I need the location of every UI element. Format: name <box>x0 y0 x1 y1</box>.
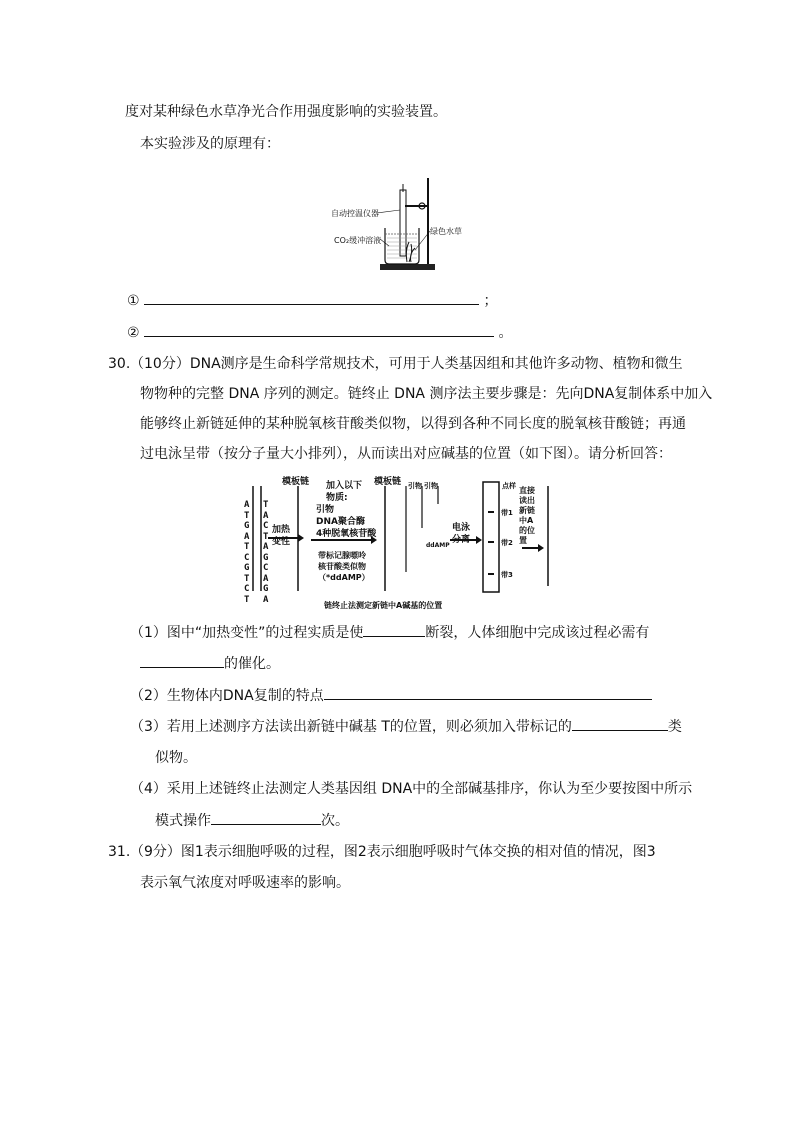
answer-blank-sub3[interactable] <box>572 716 668 731</box>
q30-sub4-line-2 <box>155 810 349 831</box>
figure-caption: 链终止法测定新链中A碱基的位置 <box>324 601 443 610</box>
template-label-2: 模板链 <box>374 477 402 487</box>
left-base: A <box>244 531 250 542</box>
answer-blank-sub2[interactable] <box>324 685 652 700</box>
sub1-text-b: 断裂，人体细胞中完成该过程必需有 <box>425 625 650 641</box>
left-base: T <box>244 594 250 605</box>
right-base: T <box>263 500 269 510</box>
sub1-text-a: （1）图中“加热变性”的过程实质是使 <box>130 625 364 641</box>
right-base: G <box>263 552 269 563</box>
left-base: G <box>244 563 250 573</box>
right-base: A <box>263 542 269 552</box>
heat-label: 加热变性 <box>272 525 291 547</box>
sub2-text: （2）生物体内DNA复制的特点 <box>130 688 324 704</box>
answer-blank-sub1-b[interactable] <box>140 653 224 668</box>
left-base: C <box>244 584 250 594</box>
add-title: 加入以下物质: <box>326 481 363 503</box>
left-base: A <box>244 500 250 510</box>
q30-sub1-line-1 <box>130 622 649 643</box>
sub3-text-a: （3）若用上述测序方法读出新链中碱基 T的位置，则必须加入带标记的 <box>130 719 572 735</box>
q30-sub2 <box>130 685 652 706</box>
sub4-text-b: 模式操作 <box>155 813 211 829</box>
band-1-label: 带1 <box>501 509 513 517</box>
right-base: T <box>263 531 269 542</box>
right-base: A <box>263 594 269 605</box>
left-base: C <box>244 552 250 563</box>
answer-blank-1[interactable] <box>144 290 479 305</box>
ddamp-label: ddAMP <box>426 542 450 549</box>
left-base: G <box>244 521 250 531</box>
label-plant: 绿色水草 <box>430 227 462 236</box>
q30-sub3-line-1 <box>130 716 682 737</box>
right-base: C <box>263 563 269 573</box>
sub4-text-c: 次。 <box>321 813 349 829</box>
right-base: A <box>263 510 269 521</box>
q31-number: 31. <box>108 844 131 860</box>
item-1-mark: ① <box>127 293 140 309</box>
right-base: A <box>263 573 269 584</box>
blank-item-2 <box>127 322 512 343</box>
item-1-end: ； <box>483 293 498 309</box>
left-base: T <box>244 573 250 584</box>
q30-line-4: 过电泳呈带（按分子量大小排列），从而读出对应碱基的位置（如下图）。请分析回答： <box>140 446 672 462</box>
blank-item-1 <box>127 290 497 311</box>
template-label-1: 模板链 <box>282 477 310 487</box>
q30-line-3: 能够终止新链延伸的某种脱氧核苷酸类似物，以得到各种不同长度的脱氧核苷酸链；再通 <box>140 416 686 432</box>
q31-line-1: （9分）图1表示细胞呼吸的过程，图2表示细胞呼吸时气体交换的相对值的情况，图3 <box>130 844 656 860</box>
labeled-analog: 带标记腺嘌呤核苷酸类似物（*ddAMP） <box>318 551 370 582</box>
label-buffer: CO₂缓冲溶液 <box>334 236 382 245</box>
add-item-1: 引物 <box>316 505 335 515</box>
intro-line-1: 度对某种绿色水草净光合作用强度影响的实验装置。 <box>125 104 447 120</box>
read-label: 直接读出新链中A的位置 <box>519 486 535 545</box>
answer-blank-sub4[interactable] <box>211 810 321 825</box>
left-bases-column <box>244 500 249 605</box>
left-base: T <box>244 542 250 552</box>
right-bases-column <box>263 500 268 605</box>
answer-blank-2[interactable] <box>144 322 494 337</box>
q30-sub3-line-2: 似物。 <box>155 750 197 766</box>
band-3-label: 带3 <box>501 571 513 579</box>
q30-number: 30. <box>108 356 131 372</box>
sub3-text-b: 类 <box>667 719 682 735</box>
band-2-label: 带2 <box>501 539 513 547</box>
item-2-end: 。 <box>498 325 513 341</box>
electro-label: 电泳分离 <box>452 523 471 545</box>
item-2-mark: ② <box>127 325 140 341</box>
right-base: C <box>263 521 269 531</box>
q30-sub1-line-2 <box>140 653 280 674</box>
primer-label-2: 引物 <box>424 482 438 490</box>
answer-blank-sub1-a[interactable] <box>363 622 425 637</box>
primer-label-1: 引物 <box>408 482 422 490</box>
left-base: T <box>244 510 250 521</box>
sample-label: 点样 <box>502 482 516 490</box>
q30-sub4-line-1: （4）采用上述链终止法测定人类基因组 DNA中的全部碱基排序，你认为至少要按图中所示 <box>130 781 693 797</box>
q30-line-2: 物物种的完整 DNA 序列的测定。链终止 DNA 测序法主要步骤是：先向DNA复制体系中加入 <box>140 386 713 402</box>
sub1-text-c: 的催化。 <box>224 656 280 672</box>
right-base: G <box>263 584 269 594</box>
add-item-3: 4种脱氧核苷酸 <box>316 529 377 539</box>
apparatus-figure <box>325 176 460 272</box>
add-item-2: DNA聚合酶 <box>316 517 365 527</box>
q31-line-2: 表示氧气浓度对呼吸速率的影响。 <box>140 875 350 891</box>
intro-line-2: 本实验涉及的原理有： <box>140 136 280 152</box>
dna-sequencing-figure <box>236 476 556 614</box>
label-controller: 自动控温仪器 <box>331 209 379 218</box>
q30-line-1: （10分）DNA测序是生命科学常规技术，可用于人类基因组和其他许多动物、植物和微生 <box>130 356 683 372</box>
